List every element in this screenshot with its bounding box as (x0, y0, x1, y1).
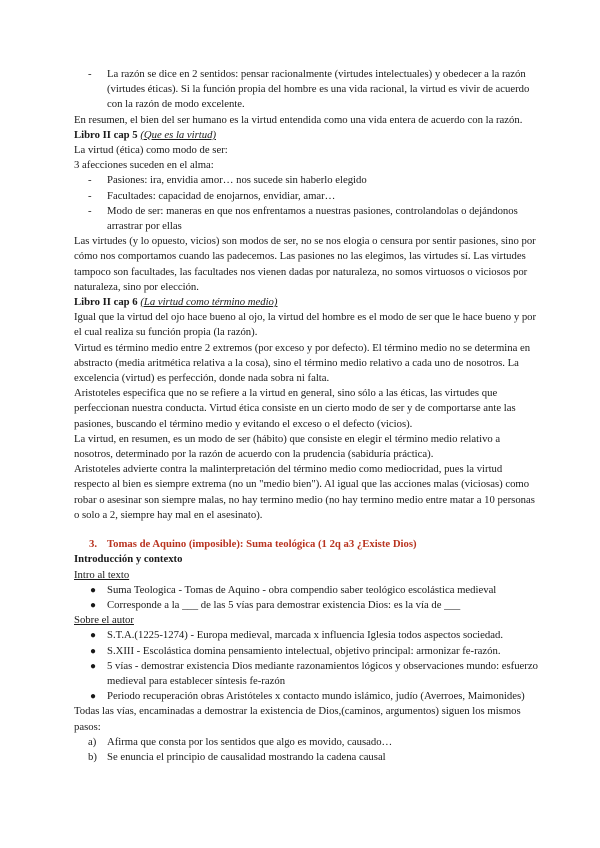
dash-bullet: - (88, 174, 92, 187)
cap6-paragraph: Aristoteles advierte contra la malinterpretación del término medio como mediocridad, pues la virtud respecto al bien es siempre extrema (no un "medio bien"). Al igual que las acciones malas (viciosas) como robar o asesinar son siempre malas, no hay termino medio (no hay termino medio entre matar a 10 personas o solo a 2, siempre hay mal en el asesinato). (74, 463, 535, 521)
step-marker: b) (88, 750, 97, 763)
autor-item: Periodo recuperación obras Aristóteles x contacto mundo islámico, judío (Averroes, Maimonides) (107, 690, 525, 703)
section-number: 3. (89, 538, 98, 551)
autor-heading: Sobre el autor (74, 614, 134, 627)
resumen-paragraph: En resumen, el bien del ser humano es la virtud entendida como una vida entera de acuerdo con la razón. (74, 113, 523, 126)
autor-item: S.XIII - Escolástica domina pensamiento intelectual, objetivo principal: armonizar fe-razón. (107, 644, 501, 657)
bullet-dot: ● (90, 645, 97, 657)
cap6-heading-bold: Libro II cap 6 (74, 296, 138, 309)
bullet-dot: ● (90, 584, 97, 596)
bullet-dot: ● (90, 660, 97, 672)
cap5-line1: La virtud (ética) como modo de ser: (74, 144, 228, 157)
bullet-dot: ● (90, 599, 97, 611)
razon-item-text: La razón se dice en 2 sentidos: pensar racionalmente (virtudes intelectuales) y obedecer a la razón (virtudes éticas). Si la función propia del hombre es una vida racional, la virtud es vivir de acuerdo con la razón de modo excelente. (107, 68, 530, 111)
step-text: Se enuncia el principio de causalidad mostrando la cadena causal (107, 750, 386, 763)
list-item (74, 67, 540, 113)
cap5-line2: 3 afecciones suceden en el alma: (74, 159, 214, 172)
cap6-heading (74, 295, 540, 310)
section-spacer (74, 523, 540, 537)
dash-bullet: - (88, 189, 92, 202)
cap5-heading-italic: (Que es la virtud) (140, 128, 217, 141)
cap5-heading-bold: Libro II cap 5 (74, 128, 138, 141)
list-item (74, 735, 540, 750)
autor-item: 5 vías - demostrar existencia Dios mediante razonamientos lógicos y observaciones mundo: esfuerzo medieval para establecer síntesis fe-razón (107, 659, 538, 687)
dash-bullet: - (88, 204, 92, 217)
list-item (74, 628, 540, 643)
aquino-section-title (74, 537, 540, 552)
list-item (74, 750, 540, 765)
bullet-dot: ● (90, 630, 97, 642)
bullet-dot: ● (90, 691, 97, 703)
list-item (74, 659, 540, 689)
cap5-item-text: Modo de ser: maneras en que nos enfrentamos a nuestras pasiones, controlandolas o dejándonos arrastrar por ellas (107, 204, 518, 233)
intro-texto-heading: Intro al texto (74, 568, 130, 581)
list-item (74, 644, 540, 659)
cap6-paragraph: Aristoteles especifica que no se refiere a la virtud en general, sino sólo a las éticas, las virtudes que perfeccionan nuestra conducta. Virtud ética consiste en un cierto modo de ser y de comportarse ante las pasiones, buscando el término medio y evitando el exceso o el defecto (vicios). (74, 387, 516, 430)
aquino-title: Tomas de Aquino (imposible): Suma teológica (1 2q a3 ¿Existe Dios) (107, 538, 417, 551)
list-item (74, 689, 540, 704)
cap5-heading (74, 128, 540, 143)
cap6-paragraph: Virtud es término medio entre 2 extremos (por exceso y por defecto). El término medio no se determina en abstracto (media aritmética relativa a la cosa), sino el término medio relativo a cada uno de nosotros. La excelencia (virtud) es perfección, donde nada sobra ni falta. (74, 341, 531, 385)
cap5-paragraph: Las virtudes (y lo opuesto, vicios) son modos de ser, no se nos elogia o censura por sentir pasiones, sino por cómo nos comportamos cuando las padecemos. Las pasiones no las elegimos, las virtudes sí. Las virtudes tampoco son facultades, las facultades nos vienen dadas por naturaleza, no somos virtuosos o viciosos por naturaleza, sino por elección. (74, 235, 536, 293)
cap6-heading-italic: (La virtud como término medio) (140, 296, 278, 309)
step-marker: a) (88, 735, 97, 748)
vias-intro: Todas las vías, encaminadas a demostrar la existencia de Dios,(caminos, argumentos) siguen los mismos pasos: (74, 705, 521, 733)
intro-texto-item: Corresponde a la ___ de las 5 vías para demostrar existencia Dios: es la vía de ___ (107, 598, 461, 611)
cap6-paragraph: Igual que la virtud del ojo hace bueno al ojo, la virtud del hombre es el modo de ser que le hace bueno y por el cual realiza su función propia (la razón). (74, 311, 537, 339)
list-item (74, 598, 540, 613)
cap5-item-text: Facultades: capacidad de enojarnos, envidiar, amar… (107, 189, 336, 202)
cap6-paragraph: La virtud, en resumen, es un modo de ser (hábito) que consiste en elegir el término medio relativo a nosotros, determinado por la razón de acuerdo con la prudencia (sabiduría práctica). (74, 432, 501, 461)
list-item (74, 583, 540, 598)
step-text: Afirma que consta por los sentidos que algo es movido, causado… (107, 735, 393, 748)
list-item (74, 189, 540, 204)
intro-heading: Introducción y contexto (74, 553, 183, 566)
dash-bullet: - (88, 68, 92, 80)
cap5-item-text: Pasiones: ira, envidia amor… nos sucede sin haberlo elegido (107, 174, 367, 187)
autor-item: S.T.A.(1225-1274) - Europa medieval, marcada x influencia Iglesia todos aspectos sociedad. (107, 629, 504, 642)
list-item (74, 173, 540, 188)
list-item (74, 204, 540, 234)
intro-texto-item: Suma Teologica - Tomas de Aquino - obra compendio saber teológico escolástica medieval (107, 583, 497, 596)
